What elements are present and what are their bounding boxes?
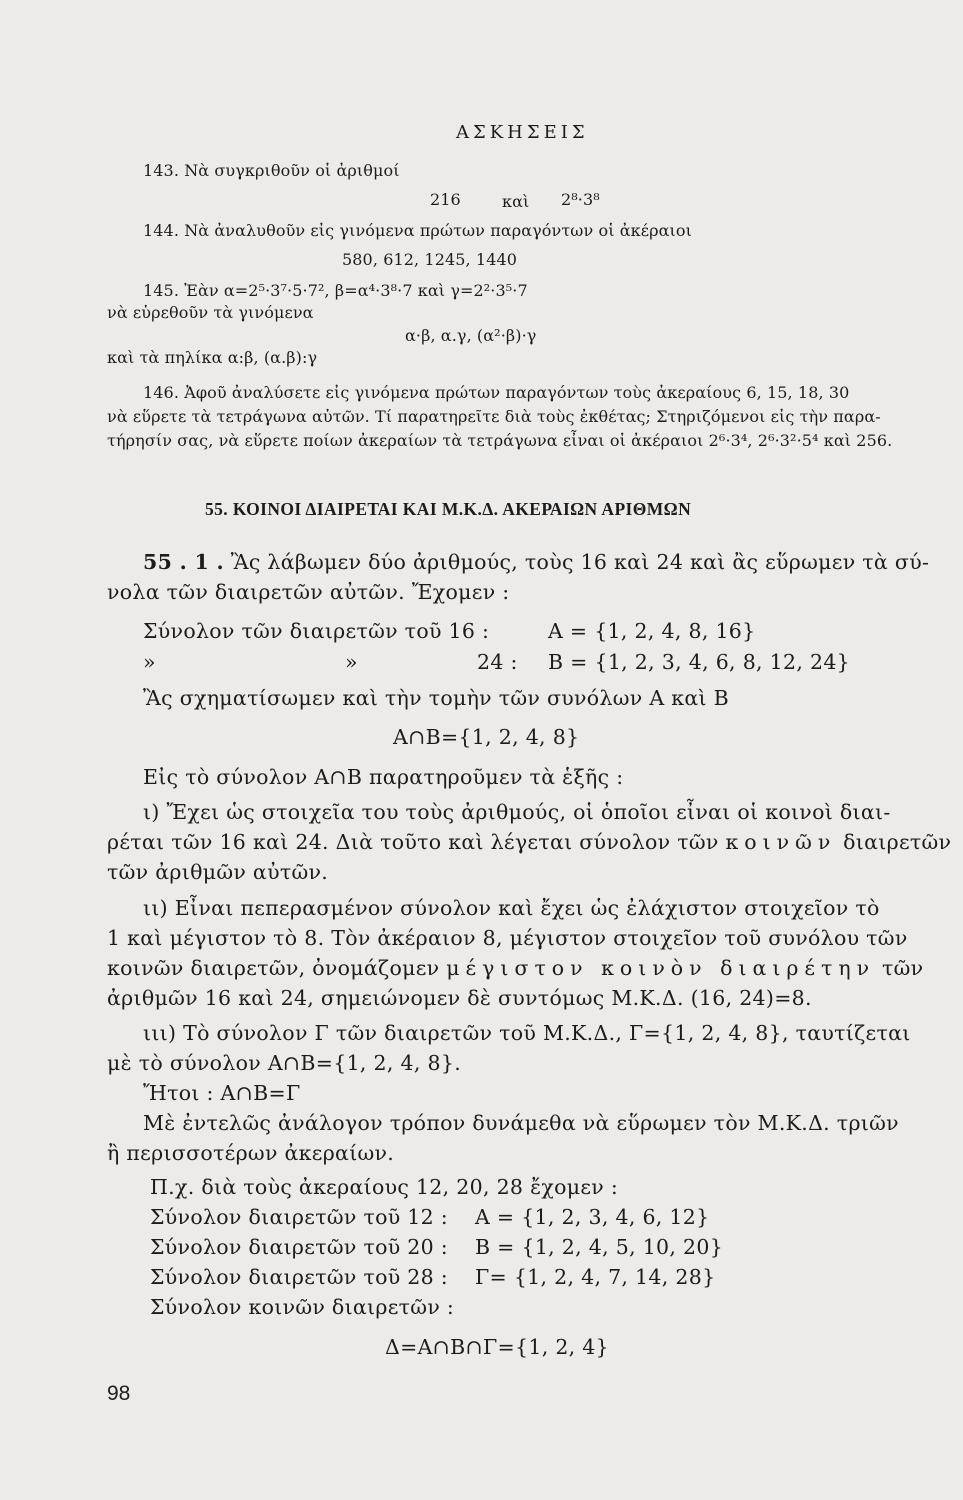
page-number: 98 (107, 1382, 131, 1405)
paragraph-55-1-line-2: νολα τῶν διαιρετῶν αὐτῶν. Ἔχομεν : (107, 580, 510, 604)
exercise-145-products: α·β, α.γ, (α²·β)·γ (405, 326, 537, 345)
exercise-145-line-2: νὰ εὑρεθοῦν τὰ γινόμενα (107, 303, 314, 322)
exercise-145-line-1: 145. Ἐὰν α=2⁵·3⁷·5·7², β=α⁴·3⁸·7 καὶ γ=2²·3⁵·7 (143, 281, 528, 300)
divisors-28-label: Σύνολον διαιρετῶν τοῦ 28 : (150, 1265, 449, 1289)
divisors-28-set: Γ= {1, 2, 4, 7, 14, 28} (475, 1265, 716, 1289)
divisors-16-set: A = {1, 2, 4, 8, 16} (548, 619, 756, 643)
exercise-146-line-2: νὰ εὕρετε τὰ τετράγωνα αὐτῶν. Τί παρατηρεῖτε διὰ τοὺς ἐκθέτας; Στηριζόμενοι εἰς τὴν παρα- (107, 407, 881, 426)
exercise-146-line-3: τήρησίν σας, νὰ εὕρετε ποίων ἀκεραίων τὰ τετράγωνα εἶναι οἱ ἀκέραιοι 2⁶·3⁴, 2⁶·3²·5⁴ καὶ 256. (107, 431, 893, 450)
divisors-12-label: Σύνολον διαιρετῶν τοῦ 12 : (150, 1205, 449, 1229)
example-intro: Π.χ. διὰ τοὺς ἀκεραίους 12, 20, 28 ἔχομεν : (150, 1175, 619, 1199)
point-ii-line-2: 1 καὶ μέγιστον τὸ 8. Τὸν ἀκέραιον 8, μέγιστον στοιχεῖον τοῦ συνόλου τῶν (107, 926, 908, 950)
generalization-line-1: Μὲ ἐντελῶς ἀνάλογον τρόπον δυνάμεθα νὰ εὕρωμεν τὸν Μ.Κ.Δ. τριῶν (143, 1111, 899, 1135)
point-ii-line-4: ἀριθμῶν 16 καὶ 24, σημειώνομεν δὲ συντόμως Μ.Κ.Δ. (16, 24)=8. (107, 986, 812, 1010)
divisors-12-set: A = {1, 2, 3, 4, 6, 12} (475, 1205, 710, 1229)
generalization-line-2: ἢ περισσοτέρων ἀκεραίων. (107, 1141, 395, 1165)
exercise-143-number-b: 2⁸·3⁸ (561, 190, 600, 209)
conclusion: Ἤτοι : A∩B=Γ (143, 1081, 301, 1105)
exercise-146-line-1: 146. Ἀφοῦ ἀναλύσετε εἰς γινόμενα πρώτων παραγόντων τοὺς ἀκεραίους 6, 15, 18, 30 (143, 383, 850, 402)
point-iii-line-1: ιιι) Τὸ σύνολον Γ τῶν διαιρετῶν τοῦ Μ.Κ.Δ., Γ={1, 2, 4, 8}, ταυτίζεται (143, 1021, 911, 1045)
exercise-145-line-3: καὶ τὰ πηλίκα α:β, (α.β):γ (107, 348, 318, 367)
intersection-text: Ἂς σχηματίσωμεν καὶ τὴν τομὴν τῶν συνόλων A καὶ B (143, 686, 730, 710)
emphasis-gcd: μέγιστον κοινὸν διαιρέτην (446, 956, 876, 980)
exercises-header: ΑΣΚΗΣΕΙΣ (456, 122, 589, 143)
divisors-20-label: Σύνολον διαιρετῶν τοῦ 20 : (150, 1235, 449, 1259)
observation-text: Εἰς τὸ σύνολον A∩B παρατηροῦμεν τὰ ἑξῆς : (143, 765, 624, 789)
divisors-16-label: Σύνολον τῶν διαιρετῶν τοῦ 16 : (143, 619, 490, 643)
divisors-20-set: B = {1, 2, 4, 5, 10, 20} (475, 1235, 724, 1259)
section-title: 55. ΚΟΙΝΟΙ ΔΙΑΙΡΕΤΑΙ ΚΑΙ Μ.Κ.Δ. ΑΚΕΡΑΙΩΝ ΑΡΙΘΜΩΝ (205, 499, 692, 519)
delta-set: Δ=A∩B∩Γ={1, 2, 4} (385, 1335, 609, 1359)
point-ii-line-3 (107, 956, 923, 980)
point-i-text-end: διαιρετῶν (836, 830, 952, 854)
point-ii-text-end: τῶν (875, 956, 924, 980)
ditto-mark: » (345, 650, 358, 674)
point-i-line-3: τῶν ἀριθμῶν αὐτῶν. (107, 860, 329, 884)
point-i-line-1: ι) Ἔχει ὡς στοιχεῖα του τοὺς ἀριθμούς, οἱ ὁποῖοι εἶναι οἱ κοινοὶ διαι- (143, 800, 891, 824)
ditto-mark: » (143, 650, 156, 674)
intersection-set: A∩B={1, 2, 4, 8} (393, 725, 580, 749)
paragraph-number: 55 . 1 . (143, 550, 224, 574)
exercise-144: 144. Νὰ ἀναλυθοῦν εἰς γινόμενα πρώτων παραγόντων οἱ ἀκέραιοι (143, 221, 693, 240)
exercise-143: 143. Νὰ συγκριθοῦν οἱ ἀριθμοί (143, 161, 400, 180)
point-i-line-2 (107, 830, 951, 854)
point-iii-line-2: μὲ τὸ σύνολον A∩B={1, 2, 4, 8}. (107, 1051, 462, 1075)
exercise-143-and: καὶ (502, 192, 530, 211)
emphasis-common: κοινῶν (725, 830, 837, 854)
divisors-24-set: B = {1, 2, 3, 4, 6, 8, 12, 24} (548, 650, 851, 674)
paragraph-text: Ἂς λάβωμεν δύο ἀριθμούς, τοὺς 16 καὶ 24 καὶ ἂς εὕρωμεν τὰ σύ- (223, 550, 930, 574)
divisors-24-label: 24 : (477, 650, 518, 674)
exercise-143-number-a: 216 (430, 190, 461, 209)
paragraph-55-1-line-1 (143, 550, 929, 574)
common-divisors-label: Σύνολον κοινῶν διαιρετῶν : (150, 1295, 455, 1319)
point-ii-line-1: ιι) Εἶναι πεπερασμένον σύνολον καὶ ἔχει ὡς ἐλάχιστον στοιχεῖον τὸ (143, 896, 880, 920)
point-i-text: ρέται τῶν 16 καὶ 24. Διὰ τοῦτο καὶ λέγεται σύνολον τῶν (107, 830, 726, 854)
point-ii-text: κοινῶν διαιρετῶν, ὀνομάζομεν (107, 956, 447, 980)
exercise-144-numbers: 580, 612, 1245, 1440 (342, 250, 518, 269)
